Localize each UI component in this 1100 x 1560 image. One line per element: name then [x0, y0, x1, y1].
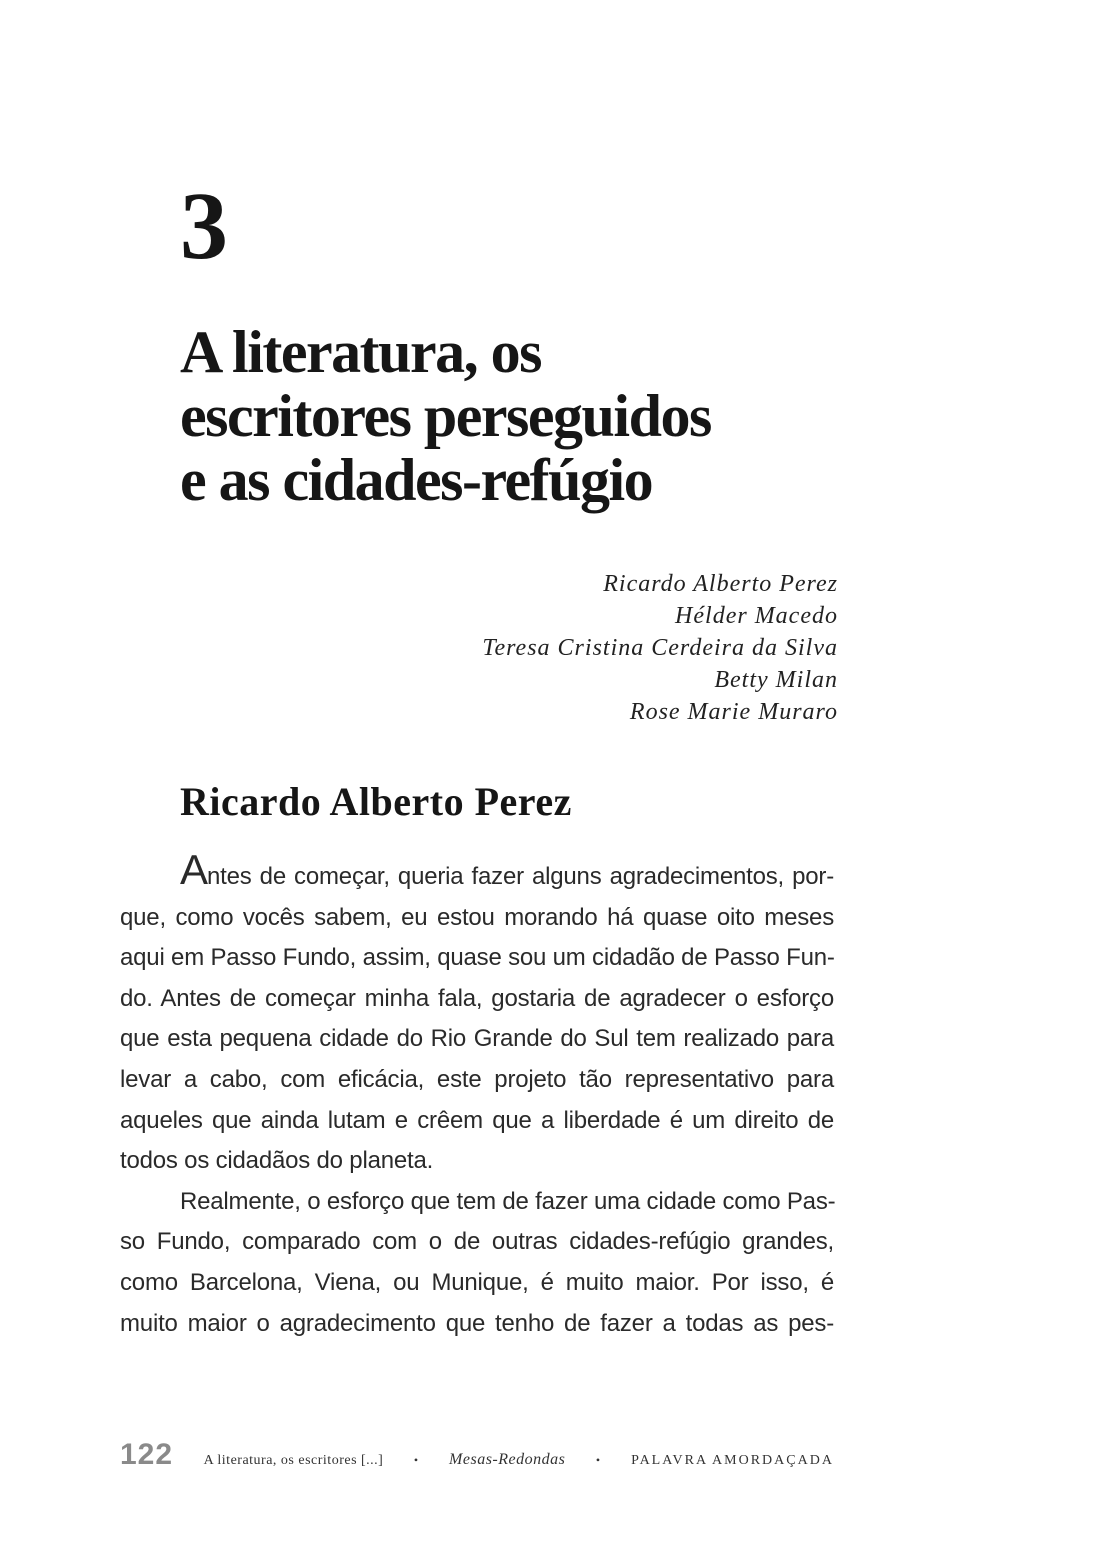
paragraph-line: so Fundo, comparado com o de outras cidades-refúgio grandes, — [120, 1228, 834, 1256]
section-name: Mesas-Redondas — [449, 1451, 566, 1468]
paragraph-line: Antes de começar, queria fazer alguns agradecimentos, por- — [180, 846, 834, 893]
paragraph-line: que esta pequena cidade do Rio Grande do Sul tem realizado para — [120, 1025, 834, 1053]
author-name: Ricardo Alberto Perez — [603, 571, 838, 597]
chapter-number: 3 — [180, 172, 228, 279]
author-name: Teresa Cristina Cerdeira da Silva — [482, 635, 838, 661]
author-name: Rose Marie Muraro — [629, 699, 838, 725]
running-title: A literatura, os escritores [...] — [203, 1453, 384, 1468]
paragraph-line: aqueles que ainda lutam e crêem que a liberdade é um direito de — [120, 1106, 834, 1134]
author-name: Betty Milan — [714, 667, 838, 693]
paragraph-line: Realmente, o esforço que tem de fazer uma cidade como Pas- — [180, 1187, 836, 1215]
page-number: 122 — [120, 1438, 174, 1471]
chapter-title-line: e as cidades-refúgio — [180, 447, 653, 513]
book-title: PALAVRA AMORDAÇADA — [631, 1453, 834, 1468]
body-text — [120, 846, 836, 1344]
paragraph-line: aqui em Passo Fundo, assim, quase sou um cidadão de Passo Fun- — [120, 944, 835, 972]
page-footer — [120, 1438, 834, 1472]
paragraph-line: levar a cabo, com eficácia, este projeto tão representativo para — [120, 1065, 834, 1093]
paragraph-line: que, como vocês sabem, eu estou morando há quase oito meses — [120, 903, 834, 931]
paragraph-line: como Barcelona, Viena, ou Munique, é muito maior. Por isso, é — [120, 1268, 834, 1296]
bullet-separator: • — [595, 1453, 601, 1467]
paragraph-line: muito maior o agradecimento que tenho de fazer a todas as pes- — [120, 1309, 834, 1337]
drop-cap: A — [180, 846, 208, 893]
chapter-title — [180, 320, 880, 512]
chapter-title-line: A literatura, os — [180, 319, 541, 385]
author-list — [482, 568, 838, 728]
section-heading: Ricardo Alberto Perez — [180, 779, 572, 824]
author-name: Hélder Macedo — [675, 603, 838, 629]
chapter-title-line: escritores perseguidos — [180, 383, 711, 449]
paragraph-line: todos os cidadãos do planeta. — [120, 1147, 434, 1175]
paragraph-line: do. Antes de começar minha fala, gostaria de agradecer o esforço — [120, 984, 834, 1012]
bullet-separator: • — [413, 1453, 419, 1467]
